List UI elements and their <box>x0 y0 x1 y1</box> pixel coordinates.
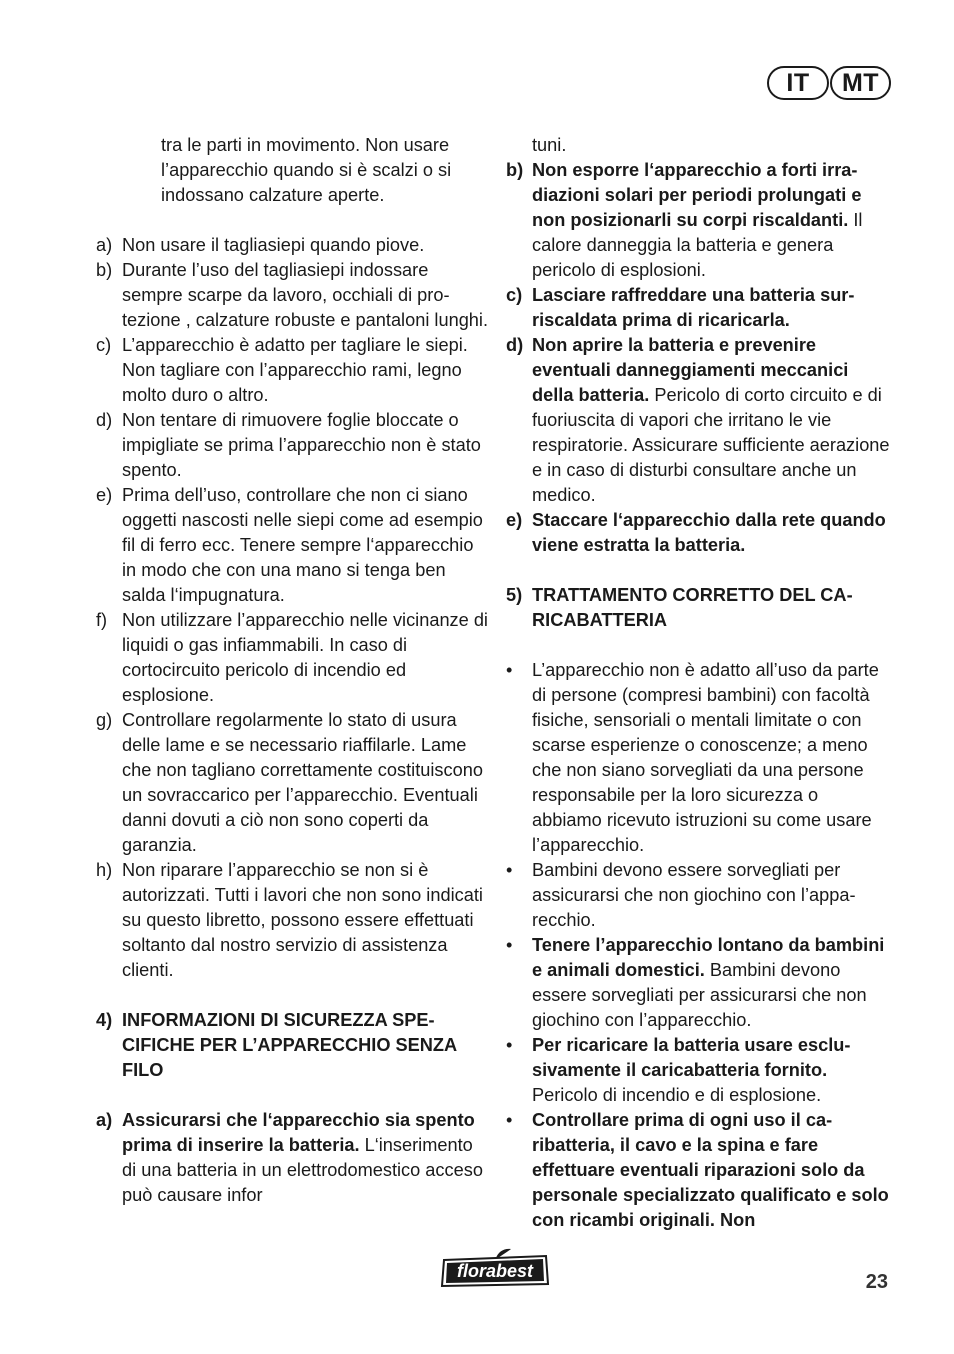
list-item <box>96 608 488 708</box>
section-title: TRATTAMENTO CORRETTO DEL CARICABATTERIA <box>532 585 853 630</box>
list-item <box>506 333 892 508</box>
bullet-item <box>506 858 892 933</box>
lang-badge-mt: MT <box>830 66 891 100</box>
bullet-item <box>506 933 892 1033</box>
bullet-mark: • <box>506 660 513 680</box>
item-bold-text: Staccare l‘apparecchio dalla rete quando viene estratta la batteria. <box>532 510 886 555</box>
item-text: Pericolo di corto circuito e di fuoriuscita di vapori che irritano le vie respiratorie. Assicurare sufficiente aerazione e in caso di disturbi consultare anche un medico. <box>532 385 890 505</box>
item-label: d) <box>506 335 524 355</box>
list-item <box>96 483 488 608</box>
list-item <box>506 158 892 283</box>
bullet-mark: • <box>506 1110 513 1130</box>
section-4-heading <box>96 1008 488 1083</box>
item-text: Non riparare l’apparecchio se non si è autorizzati. Tutti i lavori che non sono indicati su questo libretto, possono essere effettuati soltanto dal nostro servizio di assistenza clienti. <box>122 860 483 980</box>
item-label: d) <box>96 410 113 430</box>
item-text: L‘inserimento di una batteria in un elettrodomestico acceso può causare infor <box>122 1135 483 1205</box>
item-label: g) <box>96 710 113 730</box>
bullet-item <box>506 658 892 858</box>
list-item <box>96 1108 488 1208</box>
item-bold-text: Non aprire la batteria e prevenire eventuali danneggiamenti meccanici della batteria. <box>532 335 849 405</box>
item-label: h) <box>96 860 113 880</box>
item-label: b) <box>506 160 524 180</box>
item-bold-text: Assicurarsi che l‘apparecchio sia spento prima di inserire la batteria. <box>122 1110 475 1155</box>
item-label: b) <box>96 260 113 280</box>
page-number: 23 <box>865 1271 888 1293</box>
bullet-list <box>506 658 892 1233</box>
item-text: Non utilizzare l’apparecchio nelle vicinanze di liquidi o gas infiammabili. In caso di cortocircuito pericolo di incendio ed esplosione. <box>122 610 488 705</box>
item-label: c) <box>506 285 523 305</box>
section-title: INFORMAZIONI DI SICUREZZA SPECIFICHE PER L’APPARECCHIO SENZA FILO <box>122 1010 457 1080</box>
list-item <box>506 508 892 558</box>
section-number: 5) <box>506 585 523 605</box>
item-label: e) <box>96 485 113 505</box>
section-number: 4) <box>96 1010 113 1030</box>
list-item <box>96 333 488 408</box>
item-text: L’apparecchio è adatto per tagliare le siepi. Non tagliare con l’apparecchio rami, legno molto duro o altro. <box>122 335 468 405</box>
item-text: Non tentare di rimuovere foglie bloccate o impigliate se prima l’apparecchio non è stato spento. <box>122 410 481 480</box>
safety-list-right <box>506 158 892 558</box>
bullet-mark: • <box>506 860 513 880</box>
list-item <box>96 708 488 858</box>
bullet-item <box>506 1108 892 1233</box>
logo-text: florabest <box>456 1261 534 1281</box>
item-label: a) <box>96 235 113 255</box>
item-bold-text: Controllare prima di ogni uso il caribatteria, il cavo e la spina e fare effettuare eventuali riparazioni solo da personale specializzato qualificato e solo con ricambi originali. Non <box>532 1110 889 1230</box>
language-badges <box>767 66 891 100</box>
item-text: Il calore danneggia la batteria e genera pericolo di esplosioni. <box>532 210 863 280</box>
safety-list-left <box>96 233 488 983</box>
continuation-text: tuni. <box>532 135 567 155</box>
list-item <box>96 258 488 333</box>
bullet-mark: • <box>506 935 513 955</box>
item-bold-text: Tenere l’apparecchio lontano da bambini e animali domestici. <box>532 935 885 980</box>
right-column <box>506 133 892 1233</box>
section-5-heading <box>506 583 892 633</box>
item-text: Pericolo di incendio e di esplosione. <box>532 1085 822 1105</box>
left-column <box>96 133 488 1208</box>
list-item <box>96 233 488 258</box>
list-item <box>96 858 488 983</box>
bullet-item <box>506 1033 892 1108</box>
intro-continuation: tra le parti in movimento. Non usare l’apparecchio quando si è scalzi o si indossano calzature aperte. <box>161 135 452 205</box>
lang-badge-it: IT <box>767 66 829 100</box>
item-text: Prima dell’uso, controllare che non ci siano oggetti nascosti nelle siepi come ad esempio fil di ferro ecc. Tenere sempre l‘apparecchio in modo che con una mano si tenga ben salda l‘impugnatura. <box>122 485 483 605</box>
bullet-mark: • <box>506 1035 513 1055</box>
florabest-logo <box>438 1246 552 1290</box>
item-text: Controllare regolarmente lo stato di usura delle lame e se necessario riaffilarle. Lame che non tagliano correttamente costituiscono un sovraccarico per l’apparecchio. Eventuali danni dovuti a ciò non sono coperti da garanzia. <box>122 710 483 855</box>
item-text: Non usare il tagliasiepi quando piove. <box>122 235 425 255</box>
item-text: L’apparecchio non è adatto all’uso da parte di persone (compresi bambini) con facoltà fisiche, sensoriali o mentali limitate o con scarse esperienze o conoscenze; a meno che non siano sorvegliati da una persone responsabile per la loro sicurezza o abbiamo ricevuto istruzioni su come usare l’apparecchio. <box>532 660 879 855</box>
item-bold-text: Per ricaricare la batteria usare esclusivamente il caricabatteria fornito. <box>532 1035 851 1080</box>
list-item <box>506 283 892 333</box>
item-text: Durante l’uso del tagliasiepi indossare sempre scarpe da lavoro, occhiali di protezione , calzature robuste e pantaloni lunghi. <box>122 260 489 330</box>
list-item <box>96 408 488 483</box>
item-label: c) <box>96 335 112 355</box>
item-bold-text: Lasciare raffreddare una batteria surriscaldata prima di ricaricarla. <box>532 285 855 330</box>
item-label: f) <box>96 610 108 630</box>
item-label: a) <box>96 1110 113 1130</box>
item-bold-text: Non esporre l‘apparecchio a forti irradiazioni solari per periodi prolungati e non posizionarli su corpi riscaldanti. <box>532 160 862 230</box>
item-text: Bambini devono essere sorvegliati per assicurarsi che non giochino con l’apparecchio. <box>532 960 867 1030</box>
item-text: Bambini devono essere sorvegliati per assicurarsi che non giochino con l’apparecchio. <box>532 860 856 930</box>
item-label: e) <box>506 510 523 530</box>
